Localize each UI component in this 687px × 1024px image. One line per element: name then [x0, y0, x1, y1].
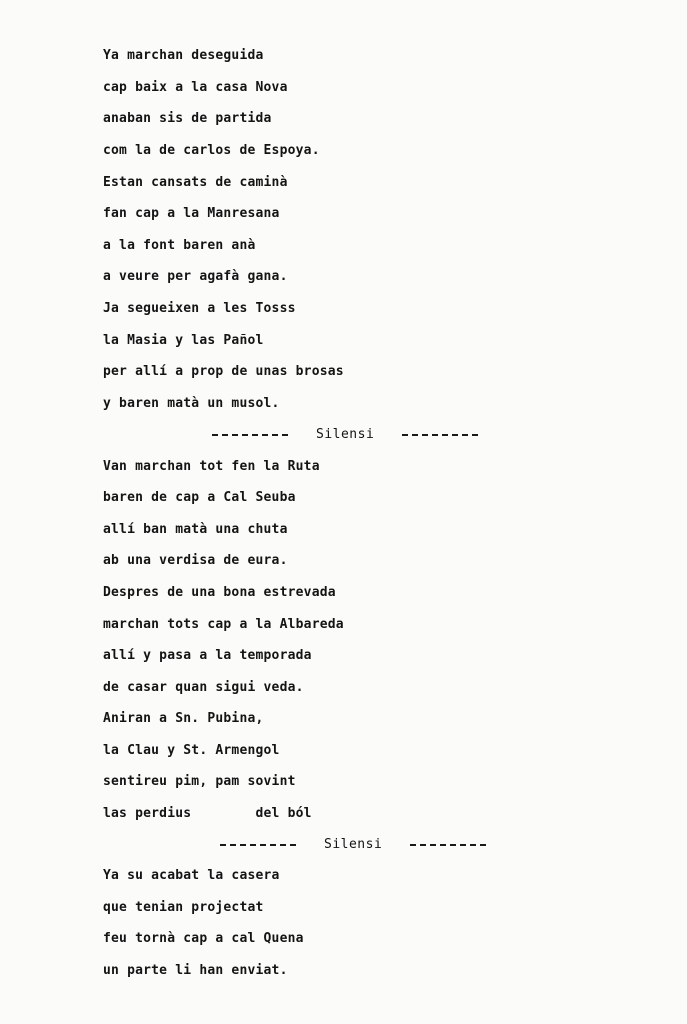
verse-line: Ya marchan deseguida — [103, 48, 264, 63]
section-divider — [220, 837, 486, 853]
verse-line: Estan cansats de caminà — [103, 175, 288, 190]
verse-line: a veure per agafà gana. — [103, 269, 288, 284]
verse-line: Despres de una bona estrevada — [103, 585, 336, 600]
verse-line: cap baix a la casa Nova — [103, 80, 288, 95]
divider-label: Silensi — [316, 427, 375, 442]
verse-line: fan cap a la Manresana — [103, 206, 280, 221]
dash-rule — [402, 434, 478, 436]
verse-line: com la de carlos de Espoya. — [103, 143, 320, 158]
verse-line: allí y pasa a la temporada — [103, 648, 312, 663]
verse-line: ab una verdisa de eura. — [103, 553, 288, 568]
dash-rule — [212, 434, 288, 436]
section-divider — [212, 427, 478, 443]
verse-line: Ya su acabat la casera — [103, 868, 280, 883]
dash-rule — [410, 844, 486, 846]
verse-line: de casar quan sigui veda. — [103, 680, 304, 695]
verse-line: a la font baren anà — [103, 238, 256, 253]
verse-line: feu tornà cap a cal Quena — [103, 931, 304, 946]
verse-line: las perdius del ból — [103, 806, 312, 821]
dash-rule — [220, 844, 296, 846]
verse-line: anaban sis de partida — [103, 111, 272, 126]
verse-line: la Masia y las Pañol — [103, 333, 264, 348]
verse-line: baren de cap a Cal Seuba — [103, 490, 296, 505]
verse-line: per allí a prop de unas brosas — [103, 364, 344, 379]
verse-line: que tenian projectat — [103, 900, 264, 915]
divider-label: Silensi — [324, 837, 383, 852]
verse-line: Aniran a Sn. Pubina, — [103, 711, 264, 726]
verse-line: sentireu pim, pam sovint — [103, 774, 296, 789]
verse-line: marchan tots cap a la Albareda — [103, 617, 344, 632]
verse-line: y baren matà un musol. — [103, 396, 280, 411]
verse-line: Van marchan tot fen la Ruta — [103, 459, 320, 474]
verse-line: un parte li han enviat. — [103, 963, 288, 978]
verse-line: la Clau y St. Armengol — [103, 743, 280, 758]
verse-line: Ja segueixen a les Tosss — [103, 301, 296, 316]
verse-line: allí ban matà una chuta — [103, 522, 288, 537]
